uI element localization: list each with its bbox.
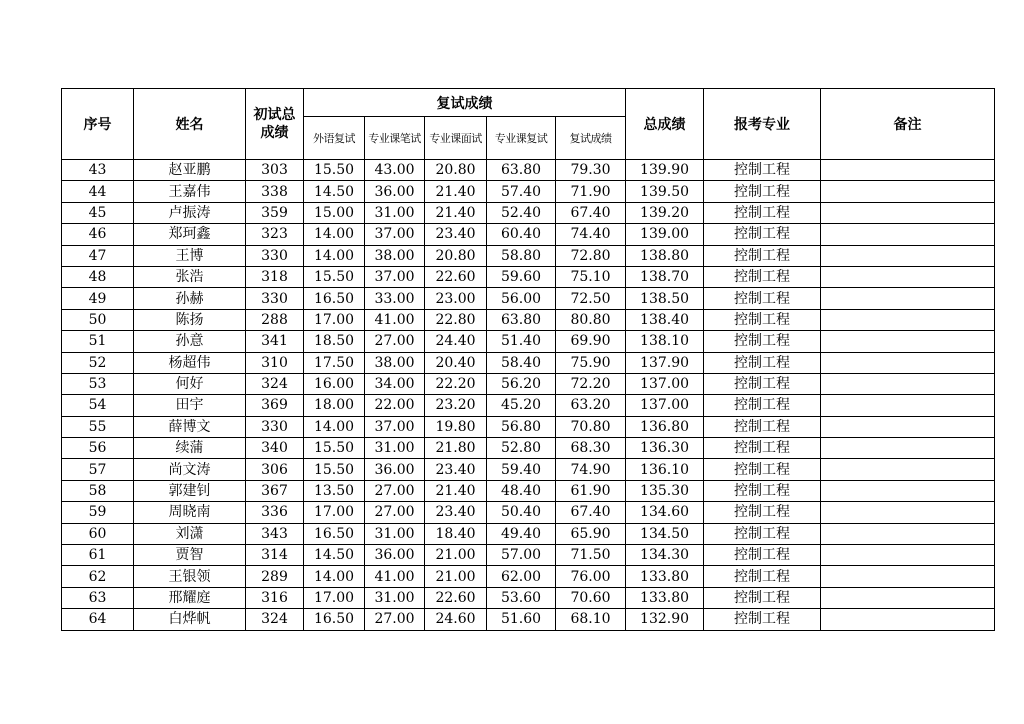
table-row [62,459,995,480]
table-header [62,89,995,160]
cell-prof-retest: 58.40 [487,352,556,373]
score-table [61,88,995,631]
cell-prof-retest: 48.40 [487,480,556,501]
cell-major: 控制工程 [704,245,821,266]
cell-prof-retest: 56.80 [487,416,556,437]
cell-total: 132.90 [626,609,704,630]
cell-prof-retest: 58.80 [487,245,556,266]
cell-retest-score: 80.80 [556,309,626,330]
cell-foreign-retest: 14.00 [304,566,365,587]
cell-name: 王银领 [134,566,246,587]
cell-total: 138.40 [626,309,704,330]
cell-name: 田宇 [134,395,246,416]
cell-interview: 20.80 [425,245,487,266]
cell-total: 135.30 [626,480,704,501]
col-header-initial-total [246,89,304,160]
cell-prof-retest: 63.80 [487,160,556,181]
cell-initial-total: 314 [246,545,304,566]
cell-name: 孙赫 [134,288,246,309]
cell-name: 孙意 [134,331,246,352]
cell-total: 136.80 [626,416,704,437]
cell-total: 136.30 [626,438,704,459]
cell-interview: 18.40 [425,523,487,544]
cell-remark [821,438,995,459]
col-header-major: 报考专业 [704,89,821,160]
cell-remark [821,331,995,352]
table-row [62,181,995,202]
cell-seq: 51 [62,331,134,352]
cell-interview: 24.40 [425,331,487,352]
cell-major: 控制工程 [704,160,821,181]
cell-initial-total: 330 [246,245,304,266]
cell-retest-score: 68.10 [556,609,626,630]
table-row [62,288,995,309]
cell-prof-retest: 63.80 [487,309,556,330]
table-row [62,523,995,544]
cell-prof-retest: 52.40 [487,202,556,223]
cell-major: 控制工程 [704,331,821,352]
cell-remark [821,288,995,309]
cell-initial-total: 306 [246,459,304,480]
cell-foreign-retest: 14.50 [304,545,365,566]
cell-seq: 47 [62,245,134,266]
cell-name: 续蒲 [134,438,246,459]
cell-foreign-retest: 17.00 [304,502,365,523]
cell-seq: 46 [62,224,134,245]
cell-name: 郑珂鑫 [134,224,246,245]
cell-initial-total: 330 [246,416,304,437]
cell-total: 138.70 [626,266,704,287]
cell-retest-score: 63.20 [556,395,626,416]
table-row [62,395,995,416]
cell-name: 赵亚鹏 [134,160,246,181]
cell-prof-retest: 51.40 [487,331,556,352]
cell-prof-retest: 49.40 [487,523,556,544]
cell-remark [821,202,995,223]
cell-retest-score: 65.90 [556,523,626,544]
cell-prof-retest: 50.40 [487,502,556,523]
cell-interview: 22.20 [425,373,487,394]
table-row [62,373,995,394]
cell-major: 控制工程 [704,459,821,480]
cell-initial-total: 288 [246,309,304,330]
cell-foreign-retest: 15.50 [304,266,365,287]
cell-retest-score: 75.90 [556,352,626,373]
cell-prof-retest: 57.00 [487,545,556,566]
cell-interview: 23.40 [425,502,487,523]
col-header-interview: 专业课面试 [425,117,487,160]
cell-initial-total: 303 [246,160,304,181]
cell-name: 薛博文 [134,416,246,437]
cell-initial-total: 340 [246,438,304,459]
cell-initial-total: 289 [246,566,304,587]
cell-written: 27.00 [365,480,425,501]
cell-remark [821,609,995,630]
cell-remark [821,352,995,373]
cell-written: 38.00 [365,245,425,266]
cell-major: 控制工程 [704,587,821,608]
cell-total: 133.80 [626,587,704,608]
col-header-prof-retest: 专业课复试 [487,117,556,160]
cell-written: 27.00 [365,609,425,630]
cell-foreign-retest: 15.00 [304,202,365,223]
col-header-initial-total-line2: 成绩 [260,125,289,141]
cell-major: 控制工程 [704,438,821,459]
cell-remark [821,587,995,608]
col-header-foreign-retest: 外语复试 [304,117,365,160]
table-row [62,609,995,630]
cell-written: 37.00 [365,224,425,245]
cell-name: 贾智 [134,545,246,566]
table-row [62,566,995,587]
cell-written: 33.00 [365,288,425,309]
cell-prof-retest: 59.60 [487,266,556,287]
cell-name: 何好 [134,373,246,394]
cell-total: 139.20 [626,202,704,223]
cell-major: 控制工程 [704,523,821,544]
cell-interview: 23.40 [425,224,487,245]
cell-retest-score: 71.90 [556,181,626,202]
cell-major: 控制工程 [704,224,821,245]
cell-name: 白烨帆 [134,609,246,630]
cell-major: 控制工程 [704,288,821,309]
cell-written: 43.00 [365,160,425,181]
cell-retest-score: 68.30 [556,438,626,459]
cell-written: 31.00 [365,523,425,544]
cell-seq: 59 [62,502,134,523]
cell-foreign-retest: 14.50 [304,181,365,202]
cell-seq: 43 [62,160,134,181]
table-row [62,502,995,523]
cell-foreign-retest: 13.50 [304,480,365,501]
cell-major: 控制工程 [704,181,821,202]
cell-total: 133.80 [626,566,704,587]
cell-prof-retest: 51.60 [487,609,556,630]
cell-name: 刘潇 [134,523,246,544]
table-row [62,160,995,181]
cell-interview: 21.40 [425,181,487,202]
cell-prof-retest: 53.60 [487,587,556,608]
cell-foreign-retest: 15.50 [304,459,365,480]
cell-written: 31.00 [365,587,425,608]
cell-remark [821,181,995,202]
table-row [62,438,995,459]
cell-name: 陈扬 [134,309,246,330]
cell-total: 138.80 [626,245,704,266]
cell-major: 控制工程 [704,502,821,523]
cell-seq: 49 [62,288,134,309]
cell-initial-total: 369 [246,395,304,416]
cell-seq: 48 [62,266,134,287]
cell-name: 王嘉伟 [134,181,246,202]
table-body [62,160,995,631]
cell-retest-score: 72.80 [556,245,626,266]
cell-retest-score: 67.40 [556,502,626,523]
cell-interview: 22.60 [425,587,487,608]
table-row [62,245,995,266]
cell-remark [821,373,995,394]
cell-seq: 53 [62,373,134,394]
cell-remark [821,224,995,245]
header-row-top [62,89,995,117]
cell-foreign-retest: 14.00 [304,416,365,437]
cell-total: 137.00 [626,373,704,394]
cell-name: 郭建钊 [134,480,246,501]
cell-interview: 21.80 [425,438,487,459]
col-header-retest-score: 复试成绩 [556,117,626,160]
cell-written: 27.00 [365,502,425,523]
cell-interview: 22.60 [425,266,487,287]
cell-total: 137.00 [626,395,704,416]
col-header-seq: 序号 [62,89,134,160]
cell-initial-total: 341 [246,331,304,352]
table-row [62,266,995,287]
cell-foreign-retest: 17.00 [304,587,365,608]
col-header-written: 专业课笔试 [365,117,425,160]
cell-interview: 21.00 [425,545,487,566]
col-header-retest-group: 复试成绩 [304,89,626,117]
cell-prof-retest: 62.00 [487,566,556,587]
cell-initial-total: 343 [246,523,304,544]
cell-seq: 64 [62,609,134,630]
cell-written: 41.00 [365,309,425,330]
cell-foreign-retest: 17.50 [304,352,365,373]
cell-interview: 21.40 [425,202,487,223]
cell-written: 36.00 [365,459,425,480]
cell-retest-score: 74.90 [556,459,626,480]
cell-seq: 45 [62,202,134,223]
cell-written: 41.00 [365,566,425,587]
cell-retest-score: 79.30 [556,160,626,181]
cell-interview: 20.40 [425,352,487,373]
cell-major: 控制工程 [704,202,821,223]
cell-written: 37.00 [365,266,425,287]
cell-initial-total: 336 [246,502,304,523]
cell-written: 22.00 [365,395,425,416]
cell-foreign-retest: 14.00 [304,224,365,245]
cell-written: 31.00 [365,438,425,459]
table-row [62,352,995,373]
cell-name: 尚文涛 [134,459,246,480]
cell-remark [821,480,995,501]
cell-interview: 19.80 [425,416,487,437]
cell-foreign-retest: 17.00 [304,309,365,330]
cell-seq: 56 [62,438,134,459]
cell-major: 控制工程 [704,566,821,587]
cell-initial-total: 330 [246,288,304,309]
cell-remark [821,309,995,330]
col-header-total: 总成绩 [626,89,704,160]
cell-written: 36.00 [365,545,425,566]
cell-total: 134.60 [626,502,704,523]
cell-retest-score: 72.20 [556,373,626,394]
cell-initial-total: 310 [246,352,304,373]
cell-remark [821,395,995,416]
cell-remark [821,160,995,181]
table-row [62,331,995,352]
cell-foreign-retest: 16.50 [304,609,365,630]
cell-major: 控制工程 [704,545,821,566]
cell-initial-total: 318 [246,266,304,287]
cell-seq: 52 [62,352,134,373]
cell-seq: 61 [62,545,134,566]
cell-major: 控制工程 [704,395,821,416]
cell-foreign-retest: 16.50 [304,288,365,309]
cell-written: 37.00 [365,416,425,437]
cell-remark [821,523,995,544]
cell-major: 控制工程 [704,373,821,394]
cell-foreign-retest: 16.50 [304,523,365,544]
cell-name: 张浩 [134,266,246,287]
cell-interview: 20.80 [425,160,487,181]
table-row [62,545,995,566]
cell-total: 137.90 [626,352,704,373]
cell-seq: 57 [62,459,134,480]
cell-major: 控制工程 [704,609,821,630]
cell-retest-score: 76.00 [556,566,626,587]
cell-total: 138.10 [626,331,704,352]
cell-retest-score: 71.50 [556,545,626,566]
cell-remark [821,416,995,437]
cell-total: 138.50 [626,288,704,309]
cell-retest-score: 70.60 [556,587,626,608]
cell-seq: 63 [62,587,134,608]
cell-major: 控制工程 [704,309,821,330]
cell-interview: 22.80 [425,309,487,330]
cell-total: 136.10 [626,459,704,480]
cell-remark [821,245,995,266]
cell-remark [821,545,995,566]
cell-foreign-retest: 18.00 [304,395,365,416]
cell-seq: 50 [62,309,134,330]
cell-name: 王博 [134,245,246,266]
cell-prof-retest: 56.20 [487,373,556,394]
cell-total: 134.50 [626,523,704,544]
cell-prof-retest: 56.00 [487,288,556,309]
col-header-name: 姓名 [134,89,246,160]
cell-retest-score: 70.80 [556,416,626,437]
cell-seq: 62 [62,566,134,587]
table-row [62,480,995,501]
cell-interview: 23.20 [425,395,487,416]
cell-major: 控制工程 [704,416,821,437]
cell-prof-retest: 57.40 [487,181,556,202]
cell-initial-total: 338 [246,181,304,202]
table-row [62,416,995,437]
cell-written: 31.00 [365,202,425,223]
cell-name: 周晓南 [134,502,246,523]
cell-name: 卢振涛 [134,202,246,223]
cell-interview: 23.40 [425,459,487,480]
cell-seq: 55 [62,416,134,437]
cell-written: 38.00 [365,352,425,373]
table-row [62,202,995,223]
cell-foreign-retest: 15.50 [304,160,365,181]
cell-name: 邢耀庭 [134,587,246,608]
cell-interview: 21.00 [425,566,487,587]
cell-initial-total: 359 [246,202,304,223]
table-row [62,224,995,245]
cell-remark [821,266,995,287]
cell-retest-score: 72.50 [556,288,626,309]
cell-prof-retest: 59.40 [487,459,556,480]
cell-seq: 44 [62,181,134,202]
cell-major: 控制工程 [704,480,821,501]
cell-major: 控制工程 [704,266,821,287]
cell-written: 34.00 [365,373,425,394]
cell-retest-score: 61.90 [556,480,626,501]
cell-initial-total: 323 [246,224,304,245]
cell-foreign-retest: 18.50 [304,331,365,352]
cell-initial-total: 324 [246,609,304,630]
cell-retest-score: 67.40 [556,202,626,223]
cell-remark [821,459,995,480]
cell-retest-score: 74.40 [556,224,626,245]
cell-total: 139.90 [626,160,704,181]
cell-seq: 60 [62,523,134,544]
cell-written: 27.00 [365,331,425,352]
cell-seq: 58 [62,480,134,501]
cell-retest-score: 69.90 [556,331,626,352]
cell-total: 139.00 [626,224,704,245]
cell-foreign-retest: 14.00 [304,245,365,266]
cell-prof-retest: 52.80 [487,438,556,459]
cell-initial-total: 324 [246,373,304,394]
cell-remark [821,502,995,523]
col-header-remark: 备注 [821,89,995,160]
cell-foreign-retest: 15.50 [304,438,365,459]
cell-total: 139.50 [626,181,704,202]
cell-interview: 21.40 [425,480,487,501]
col-header-initial-total-line1: 初试总 [253,107,296,123]
cell-written: 36.00 [365,181,425,202]
cell-prof-retest: 60.40 [487,224,556,245]
table-row [62,309,995,330]
cell-interview: 23.00 [425,288,487,309]
cell-major: 控制工程 [704,352,821,373]
cell-name: 杨超伟 [134,352,246,373]
cell-seq: 54 [62,395,134,416]
cell-total: 134.30 [626,545,704,566]
cell-initial-total: 367 [246,480,304,501]
cell-prof-retest: 45.20 [487,395,556,416]
cell-interview: 24.60 [425,609,487,630]
cell-retest-score: 75.10 [556,266,626,287]
table-row [62,587,995,608]
cell-foreign-retest: 16.00 [304,373,365,394]
cell-initial-total: 316 [246,587,304,608]
cell-remark [821,566,995,587]
